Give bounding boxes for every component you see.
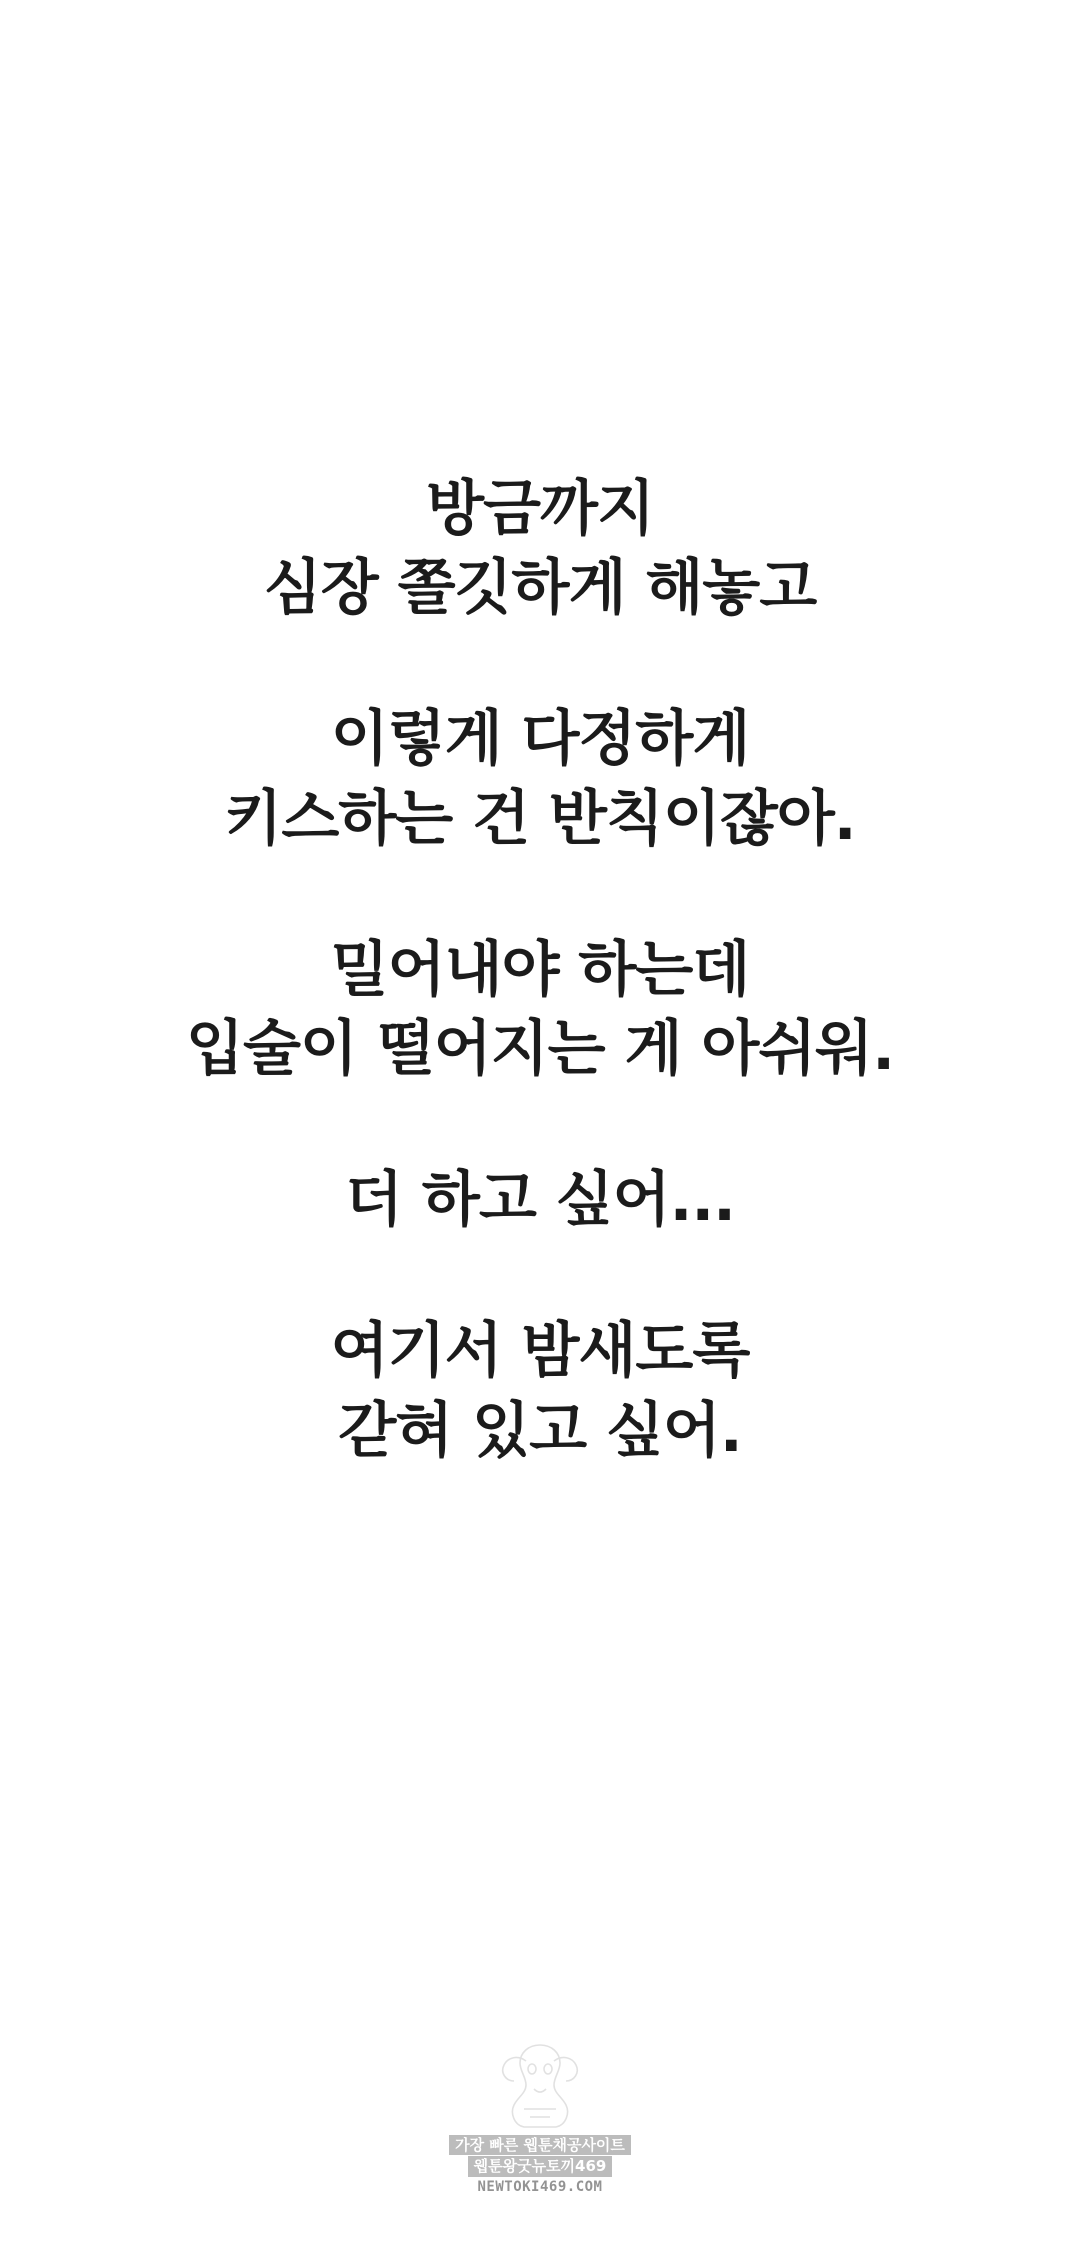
site-watermark [0, 2039, 1080, 2196]
dialogue-line: 이렇게 다정하게 [330, 704, 750, 775]
watermark-line-2: 웹툰왕굿뉴토끼469 [468, 2156, 613, 2177]
watermark-url: NEWTOKI469.COM [477, 2179, 603, 2195]
paragraph [0, 700, 1080, 858]
watermark-line-1: 가장 빠른 웹툰채공사이트 [449, 2135, 631, 2156]
dialogue-line: 더 하고 싶어... [345, 1165, 735, 1236]
dialogue-line: 밀어내야 하는데 [330, 934, 750, 1005]
dialogue-line: 방금까지 [426, 474, 654, 544]
paragraph [0, 931, 1080, 1089]
paragraph [0, 1312, 1080, 1470]
paragraph [0, 470, 1080, 628]
dialogue-line: 입술이 떨어지는 게 아쉬워. [185, 1013, 895, 1084]
dialogue-line: 키스하는 건 반칙이잖아. [224, 783, 856, 854]
crest-emblem-icon [480, 2039, 600, 2135]
dialogue-line: 심장 쫄깃하게 해놓고 [263, 553, 817, 624]
dialogue-line: 갇혀 있고 싶어. [338, 1395, 742, 1466]
dialogue-line: 여기서 밤새도록 [330, 1316, 750, 1387]
dialogue-text-block [0, 470, 1080, 1471]
paragraph [0, 1161, 1080, 1240]
